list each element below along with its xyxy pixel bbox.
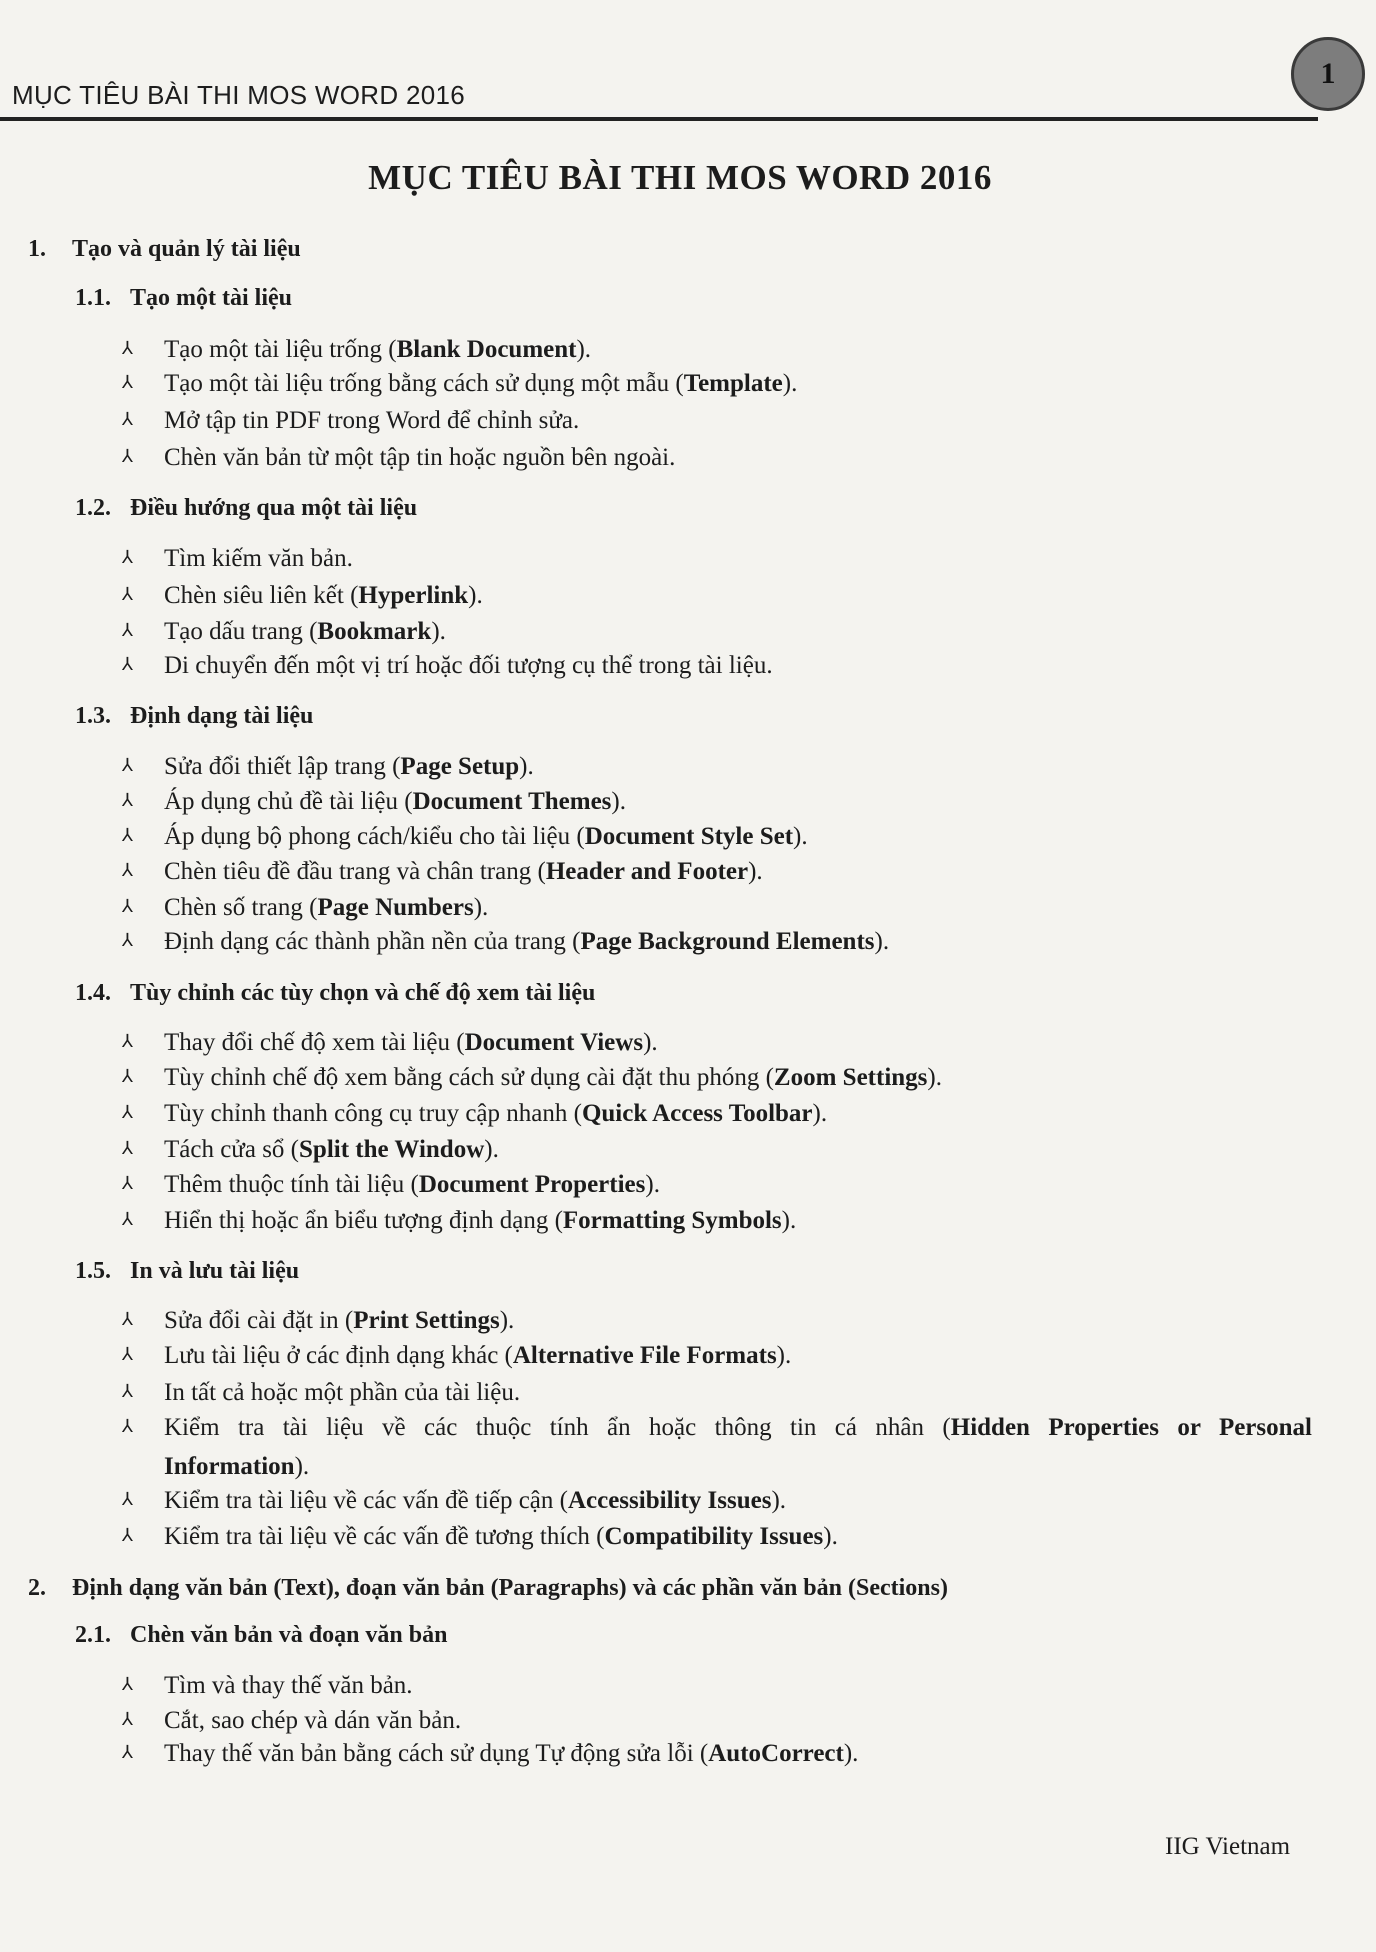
- section-heading: [28, 1575, 948, 1602]
- list-item: [122, 616, 1312, 647]
- bullet-icon: ⅄: [122, 755, 133, 775]
- list-item-text: Sửa đổi thiết lập trang (Page Setup).: [164, 753, 534, 780]
- bullet-icon: ⅄: [122, 620, 133, 640]
- list-item: [122, 751, 1312, 782]
- list-item: [122, 580, 1312, 611]
- list-item-text: Mở tập tin PDF trong Word để chỉnh sửa.: [164, 407, 580, 434]
- bullet-icon: ⅄: [122, 1138, 133, 1158]
- list-item: [122, 1205, 1312, 1236]
- bullet-icon: ⅄: [122, 860, 133, 880]
- subsection-heading: [75, 1258, 299, 1285]
- list-item: [122, 1305, 1312, 1336]
- list-item-text: Chèn số trang (Page Numbers).: [164, 894, 489, 921]
- section-number: 2.: [28, 1575, 46, 1601]
- section-title: Tạo và quản lý tài liệu: [72, 236, 301, 262]
- bullet-icon: ⅄: [122, 654, 133, 674]
- list-item: [122, 1340, 1312, 1371]
- bullet-icon: ⅄: [122, 584, 133, 604]
- list-item: [122, 368, 1312, 399]
- document-title: MỤC TIÊU BÀI THI MOS WORD 2016: [368, 158, 992, 197]
- bullet-icon: ⅄: [122, 1525, 133, 1545]
- bullet-icon: ⅄: [122, 896, 133, 916]
- list-item-text: Di chuyển đến một vị trí hoặc đối tượng cụ thể trong tài liệu.: [164, 652, 773, 679]
- list-item-text: Tạo một tài liệu trống bằng cách sử dụng một mẫu (Template).: [164, 370, 798, 397]
- bullet-icon: ⅄: [122, 1344, 133, 1364]
- bullet-icon: ⅄: [122, 790, 133, 810]
- bullet-icon: ⅄: [122, 1416, 133, 1436]
- list-item: [122, 856, 1312, 887]
- bullet-icon: ⅄: [122, 1066, 133, 1086]
- list-item-text: Thay thế văn bản bằng cách sử dụng Tự động sửa lỗi (AutoCorrect).: [164, 1740, 859, 1767]
- section-heading: [28, 236, 301, 263]
- page-number-badge: 1: [1291, 37, 1365, 111]
- subsection-title: Điều hướng qua một tài liệu: [130, 495, 418, 521]
- list-item: [122, 1027, 1312, 1058]
- list-item-text: Cắt, sao chép và dán văn bản.: [164, 1707, 462, 1734]
- subsection-title: Chèn văn bản và đoạn văn bản: [130, 1622, 448, 1648]
- list-item-text: Kiểm tra tài liệu về các vấn đề tiếp cận (Accessibility Issues).: [164, 1487, 787, 1514]
- subsection-number: 1.1.: [75, 285, 111, 311]
- list-item-text: Sửa đổi cài đặt in (Print Settings).: [164, 1307, 515, 1334]
- list-item: [122, 442, 1312, 473]
- list-item: [122, 1098, 1312, 1129]
- bullet-icon: ⅄: [122, 825, 133, 845]
- bullet-icon: ⅄: [122, 446, 133, 466]
- list-item: [122, 821, 1312, 852]
- list-item-text: Định dạng các thành phần nền của trang (Page Background Elements).: [164, 928, 890, 955]
- list-item: [122, 334, 1312, 365]
- list-item-text: In tất cả hoặc một phần của tài liệu.: [164, 1379, 521, 1406]
- list-item-text: Kiểm tra tài liệu về các thuộc tính ẩn hoặc thông tin cá nhân (Hidden Properties or Personal: [164, 1414, 1312, 1441]
- list-item-text: Chèn tiêu đề đầu trang và chân trang (Header and Footer).: [164, 858, 763, 885]
- list-item: [122, 650, 1312, 681]
- bullet-icon: ⅄: [122, 1709, 133, 1729]
- list-item-text: Tìm kiếm văn bản.: [164, 545, 353, 572]
- list-item: [122, 1521, 1312, 1552]
- list-item: [122, 1412, 1312, 1443]
- list-item: [122, 1134, 1312, 1165]
- list-item-text: Thêm thuộc tính tài liệu (Document Properties).: [164, 1171, 660, 1198]
- subsection-heading: [75, 1622, 447, 1649]
- bullet-icon: ⅄: [122, 1381, 133, 1401]
- list-item-text: Áp dụng chủ đề tài liệu (Document Themes).: [164, 788, 626, 815]
- list-item: [122, 1485, 1312, 1516]
- list-item: [122, 543, 1312, 574]
- list-item-text: Chèn văn bản từ một tập tin hoặc nguồn bên ngoài.: [164, 444, 676, 471]
- bullet-icon: ⅄: [122, 409, 133, 429]
- list-item: [122, 1705, 1312, 1736]
- subsection-title: Tạo một tài liệu: [130, 285, 292, 311]
- list-item-text: Thay đổi chế độ xem tài liệu (Document Views).: [164, 1029, 658, 1056]
- list-item-text: Information).: [164, 1453, 310, 1480]
- subsection-title: Tùy chỉnh các tùy chọn và chế độ xem tài liệu: [130, 980, 596, 1006]
- list-item-text: Hiển thị hoặc ẩn biểu tượng định dạng (Formatting Symbols).: [164, 1207, 797, 1234]
- bullet-icon: ⅄: [122, 930, 133, 950]
- subsection-number: 2.1.: [75, 1622, 111, 1648]
- list-item: [122, 1377, 1312, 1408]
- subsection-heading: [75, 980, 595, 1007]
- list-item-text: Áp dụng bộ phong cách/kiểu cho tài liệu (Document Style Set).: [164, 823, 808, 850]
- bullet-icon: ⅄: [122, 1742, 133, 1762]
- subsection-number: 1.4.: [75, 980, 111, 1006]
- subsection-heading: [75, 495, 417, 522]
- list-item: [122, 1738, 1312, 1769]
- subsection-number: 1.3.: [75, 703, 111, 729]
- bullet-icon: ⅄: [122, 1489, 133, 1509]
- list-item: [122, 786, 1312, 817]
- list-item-text: Kiểm tra tài liệu về các vấn đề tương thích (Compatibility Issues).: [164, 1523, 838, 1550]
- list-item: [122, 1062, 1312, 1093]
- list-item-text: Tùy chỉnh chế độ xem bằng cách sử dụng cài đặt thu phóng (Zoom Settings).: [164, 1064, 942, 1091]
- list-item: [122, 405, 1312, 436]
- subsection-title: In và lưu tài liệu: [130, 1258, 300, 1284]
- list-item-text: Tạo một tài liệu trống (Blank Document).: [164, 336, 592, 363]
- bullet-icon: ⅄: [122, 547, 133, 567]
- bullet-icon: ⅄: [122, 1209, 133, 1229]
- bullet-icon: ⅄: [122, 1674, 133, 1694]
- list-item: [122, 892, 1312, 923]
- subsection-title: Định dạng tài liệu: [130, 703, 314, 729]
- list-item-text: Lưu tài liệu ở các định dạng khác (Alternative File Formats).: [164, 1342, 792, 1369]
- header-rule: [0, 117, 1318, 121]
- list-item: [122, 1670, 1312, 1701]
- list-item: [122, 1169, 1312, 1200]
- list-item-continuation: [122, 1451, 1312, 1482]
- list-item-text: Tùy chỉnh thanh công cụ truy cập nhanh (Quick Access Toolbar).: [164, 1100, 828, 1127]
- list-item-text: Chèn siêu liên kết (Hyperlink).: [164, 582, 483, 609]
- footer-publisher: IIG Vietnam: [1165, 1833, 1291, 1860]
- bullet-icon: ⅄: [122, 372, 133, 392]
- running-header: MỤC TIÊU BÀI THI MOS WORD 2016: [12, 80, 466, 110]
- bullet-icon: ⅄: [122, 1102, 133, 1122]
- list-item: [122, 926, 1312, 957]
- subsection-number: 1.2.: [75, 495, 111, 521]
- bullet-icon: ⅄: [122, 338, 133, 358]
- list-item-text: Tìm và thay thế văn bản.: [164, 1672, 413, 1699]
- subsection-number: 1.5.: [75, 1258, 111, 1284]
- section-title: Định dạng văn bản (Text), đoạn văn bản (Paragraphs) và các phần văn bản (Sections): [72, 1575, 948, 1601]
- bullet-icon: ⅄: [122, 1031, 133, 1051]
- subsection-heading: [75, 285, 292, 312]
- list-item-text: Tạo dấu trang (Bookmark).: [164, 618, 446, 645]
- bullet-icon: ⅄: [122, 1173, 133, 1193]
- section-number: 1.: [28, 236, 46, 262]
- bullet-icon: ⅄: [122, 1309, 133, 1329]
- subsection-heading: [75, 703, 313, 730]
- list-item-text: Tách cửa sổ (Split the Window).: [164, 1136, 499, 1163]
